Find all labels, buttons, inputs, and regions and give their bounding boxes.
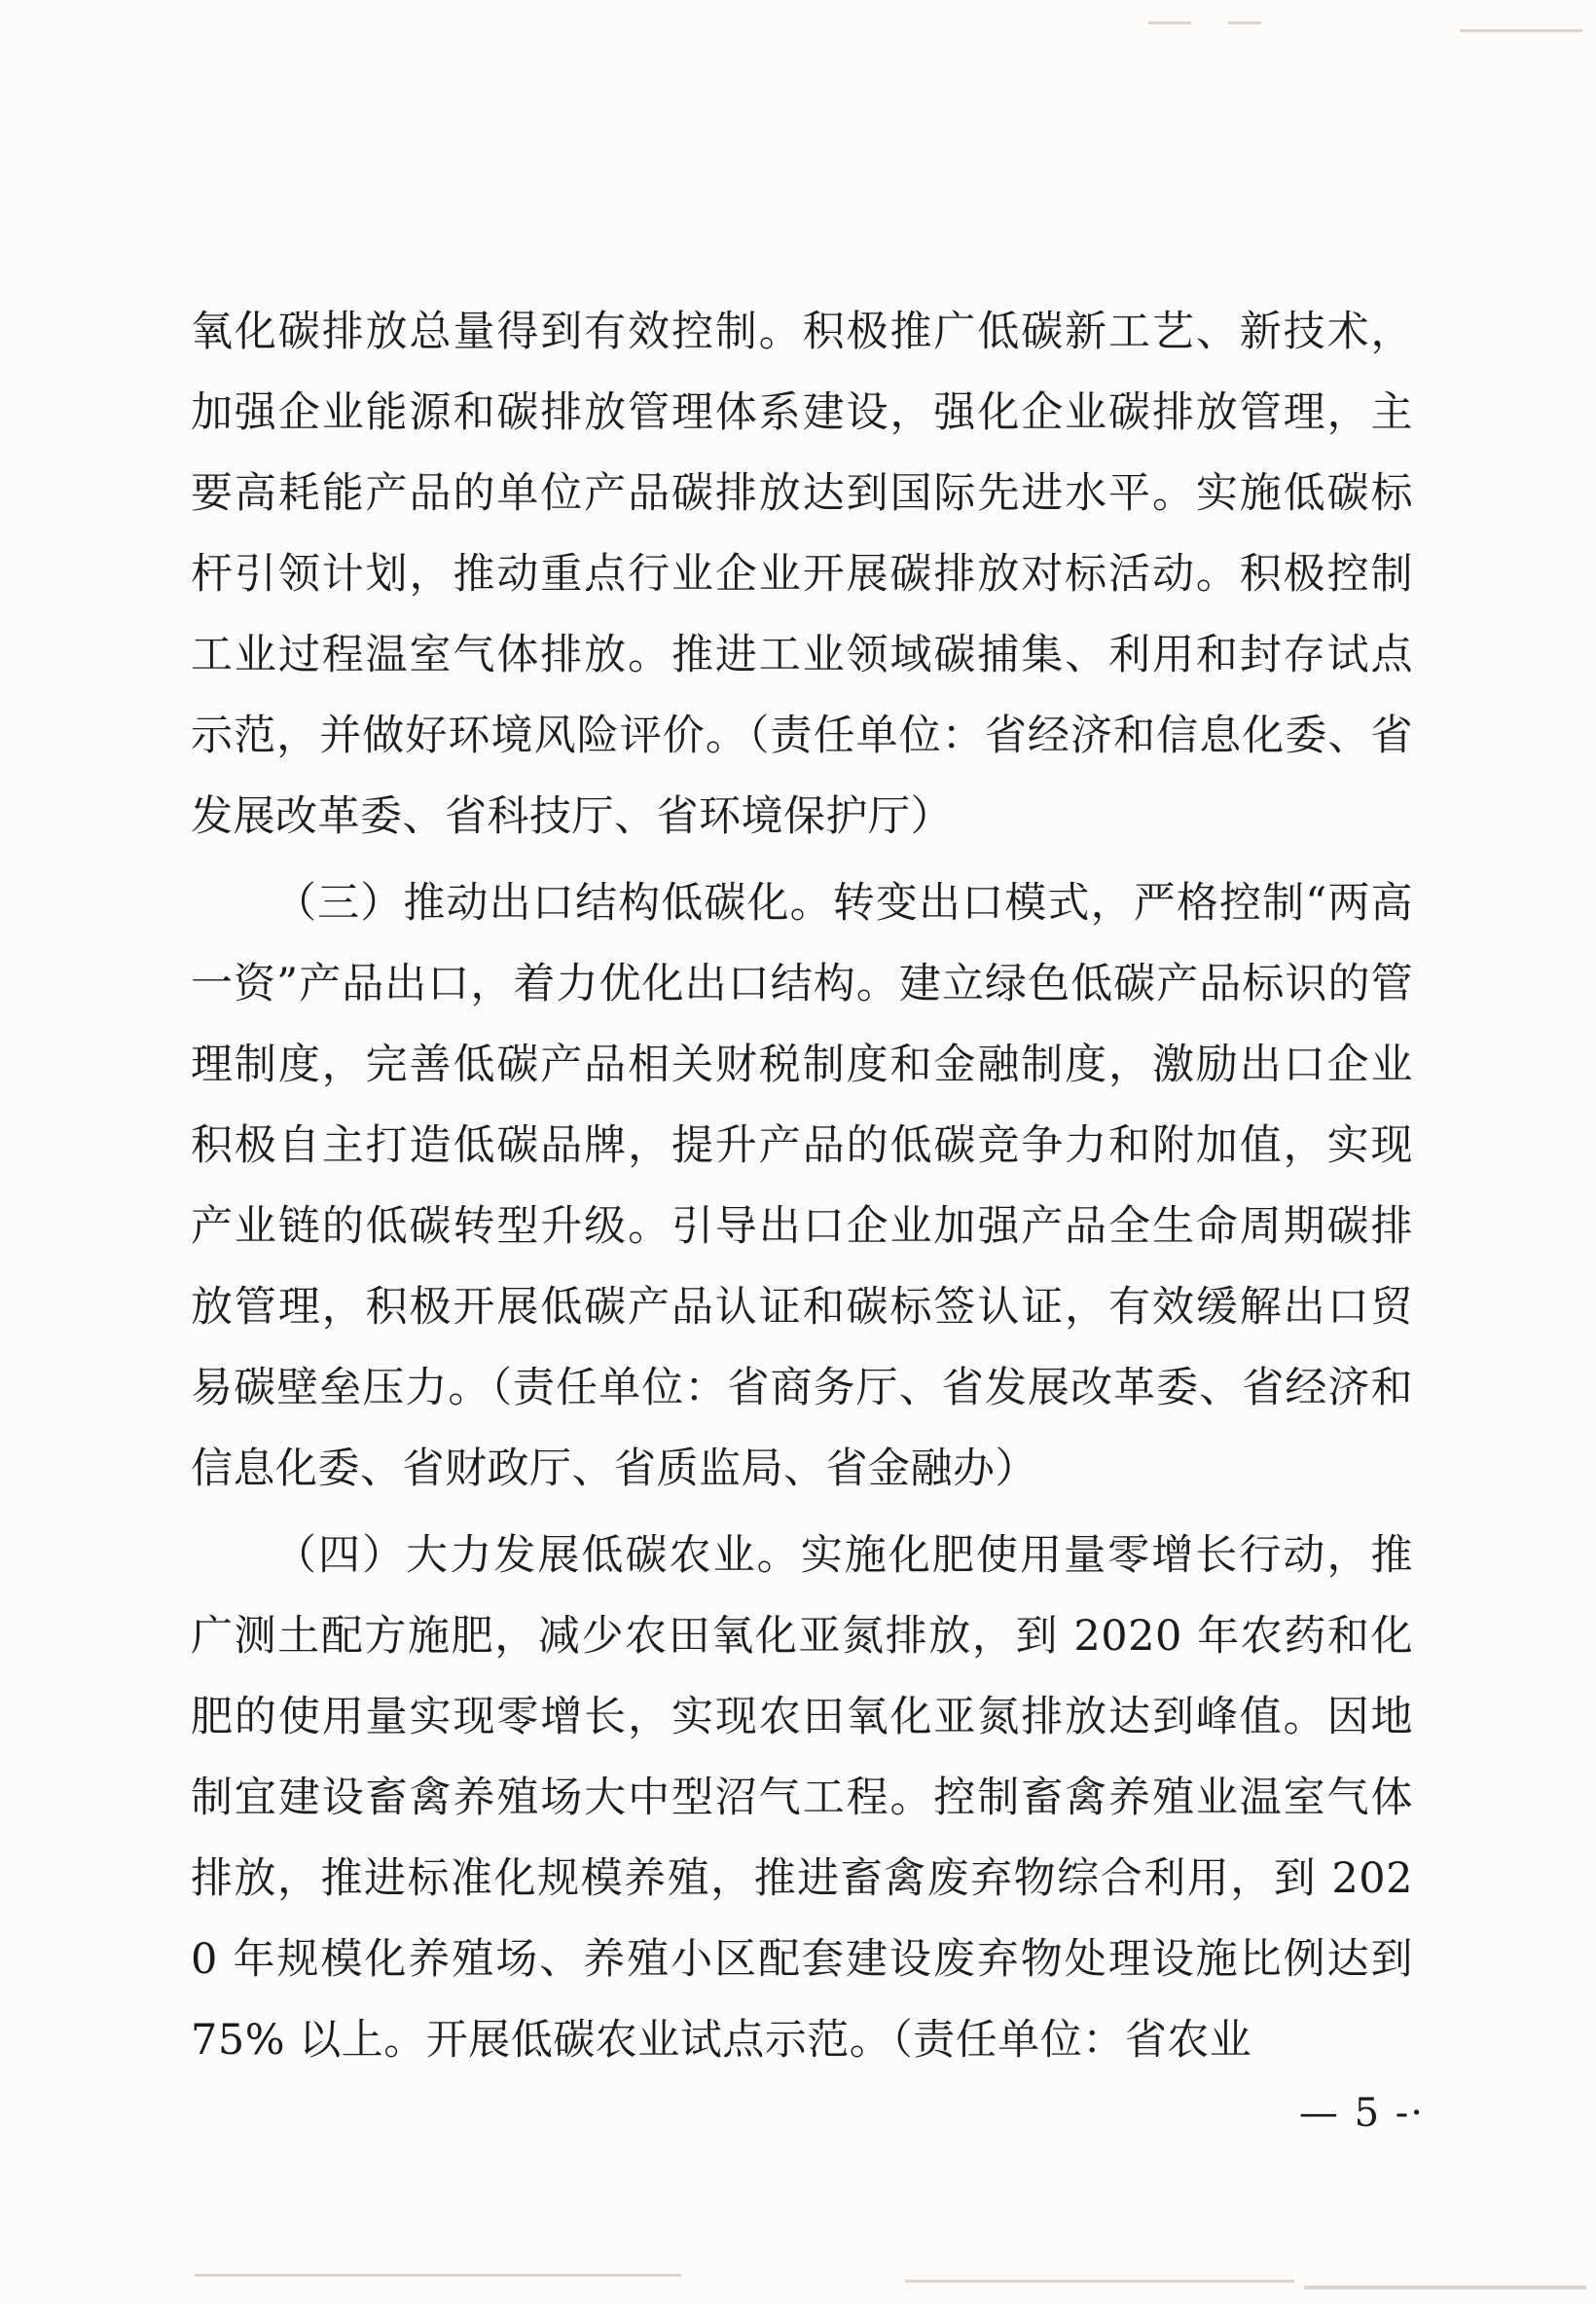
document-body <box>191 292 1413 2087</box>
paragraph-continued: 氧化碳排放总量得到有效控制。积极推广低碳新工艺、新技术，加强企业能源和碳排放管理体系建设，强化企业碳排放管理，主要高耗能产品的单位产品碳排放达到国际先进水平。实施低碳标杆引领计划，推动重点行业企业开展碳排放对标活动。积极控制工业过程温室气体排放。推进工业领域碳捕集、利用和封存试点示范，并做好环境风险评价。（责任单位：省经济和信息化委、省发展改革委、省科技厅、省环境保护厅） <box>191 308 1413 841</box>
scan-edge-mark-bottom-right <box>1304 2286 1586 2289</box>
paragraph-section-3: （三）推动出口结构低碳化。转变出口模式，严格控制“两高一资”产品出口，着力优化出口结构。建立绿色低碳产品标识的管理制度，完善低碳产品相关财税制度和金融制度，激励出口企业积极自主打造低碳品牌，提升产品的低碳竞争力和附加值，实现产业链的低碳转型升级。引导出口企业加强产品全生命周期碳排放管理，积极开展低碳产品认证和碳标签认证，有效缓解出口贸易碳壁垒压力。（责任单位：省商务厅、省发展改革委、省经济和信息化委、省财政厅、省质监局、省金融办） <box>191 879 1413 1493</box>
scan-edge-mark-bottom-left <box>195 2274 681 2277</box>
scan-edge-mark-bottom-middle <box>905 2280 1294 2283</box>
page-number: — 5 -· <box>1298 2091 1425 2136</box>
scan-edge-mark-top-middle <box>1228 21 1261 24</box>
scan-edge-mark-top-right <box>1460 29 1582 32</box>
paragraph-section-4: （四）大力发展低碳农业。实施化肥使用量零增长行动，推广测土配方施肥，减少农田氧化亚氮排放，到 2020 年农药和化肥的使用量实现零增长，实现农田氧化亚氮排放达到峰值。因地制宜建设畜禽养殖场大中型沼气工程。控制畜禽养殖业温室气体排放，推进标准化规模养殖，推进畜禽废弃物综合利用，到 2020 年规模化养殖场、养殖小区配套建设废弃物处理设施比例达到 75% 以上。开展低碳农业试点示范。（责任单位：省农业 <box>191 1531 1413 2065</box>
scan-edge-mark-top-left <box>1148 21 1191 24</box>
